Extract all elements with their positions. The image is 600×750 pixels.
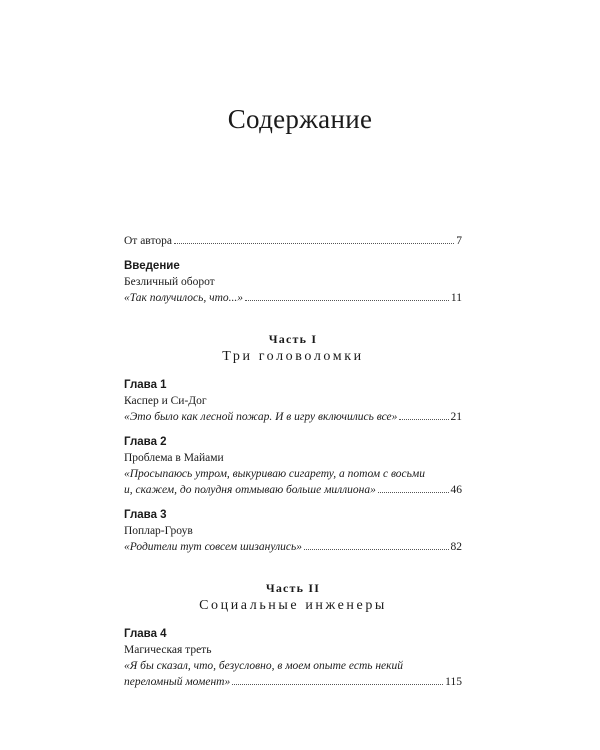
toc-entry-chapter-4[interactable] xyxy=(124,674,462,690)
chapter-subtitle: Каспер и Си-Дог xyxy=(124,395,207,407)
part-name: Три головоломки xyxy=(222,349,364,364)
page-number: 115 xyxy=(445,676,462,688)
chapter-heading: Глава 4 xyxy=(124,628,167,640)
dot-leader xyxy=(304,549,448,550)
entry-quote: «Это было как лесной пожар. И в игру включились все» xyxy=(124,411,398,423)
section-heading: Введение xyxy=(124,260,180,272)
toc-entry-chapter-1[interactable] xyxy=(124,409,462,425)
page-number: 46 xyxy=(450,484,462,496)
chapter-heading: Глава 2 xyxy=(124,436,167,448)
chapter-heading: Глава 3 xyxy=(124,509,167,521)
chapter-heading: Глава 1 xyxy=(124,379,167,391)
dot-leader xyxy=(232,684,443,685)
part-label: Часть I xyxy=(268,332,318,346)
dot-leader xyxy=(245,300,449,301)
page-number: 82 xyxy=(450,541,462,553)
toc-chapter-2 xyxy=(124,434,462,498)
page-title: Содержание xyxy=(227,104,373,134)
toc-entry-author-note[interactable] xyxy=(124,233,462,249)
toc-chapter-4 xyxy=(124,626,462,690)
part-2-header xyxy=(124,580,462,616)
dot-leader xyxy=(174,243,454,244)
page-number: 11 xyxy=(450,292,462,304)
chapter-subtitle: Магическая треть xyxy=(124,644,212,656)
toc-entry-introduction[interactable] xyxy=(124,290,462,306)
entry-quote-line-2: переломный момент» xyxy=(124,676,231,688)
page-number: 21 xyxy=(450,411,462,423)
part-name: Социальные инженеры xyxy=(199,598,387,613)
entry-quote-line-1: «Я бы сказал, что, безусловно, в моем опыте есть некий xyxy=(124,660,404,672)
toc-chapter-1 xyxy=(124,377,462,425)
part-1-header xyxy=(124,331,462,367)
page-number: 7 xyxy=(456,235,462,247)
toc-entry-chapter-3[interactable] xyxy=(124,539,462,555)
entry-quote: «Родители тут совсем шизанулись» xyxy=(124,541,303,553)
chapter-subtitle: Поплар-Гроув xyxy=(124,525,193,537)
table-of-contents xyxy=(124,233,462,690)
entry-quote: «Так получилось, что...» xyxy=(124,292,244,304)
entry-quote-line-2: и, скажем, до полудня отмываю больше миллиона» xyxy=(124,484,376,496)
section-subtitle: Безличный оборот xyxy=(124,276,215,288)
toc-chapter-3 xyxy=(124,507,462,555)
entry-title: От автора xyxy=(124,235,172,247)
toc-entry-chapter-2[interactable] xyxy=(124,482,462,498)
part-label: Часть II xyxy=(265,581,321,595)
toc-section-introduction xyxy=(124,258,462,306)
dot-leader xyxy=(399,419,448,420)
dot-leader xyxy=(378,492,449,493)
entry-quote-line-1: «Просыпаюсь утром, выкуриваю сигарету, а потом с восьми xyxy=(124,468,425,480)
chapter-subtitle: Проблема в Майами xyxy=(124,452,224,464)
